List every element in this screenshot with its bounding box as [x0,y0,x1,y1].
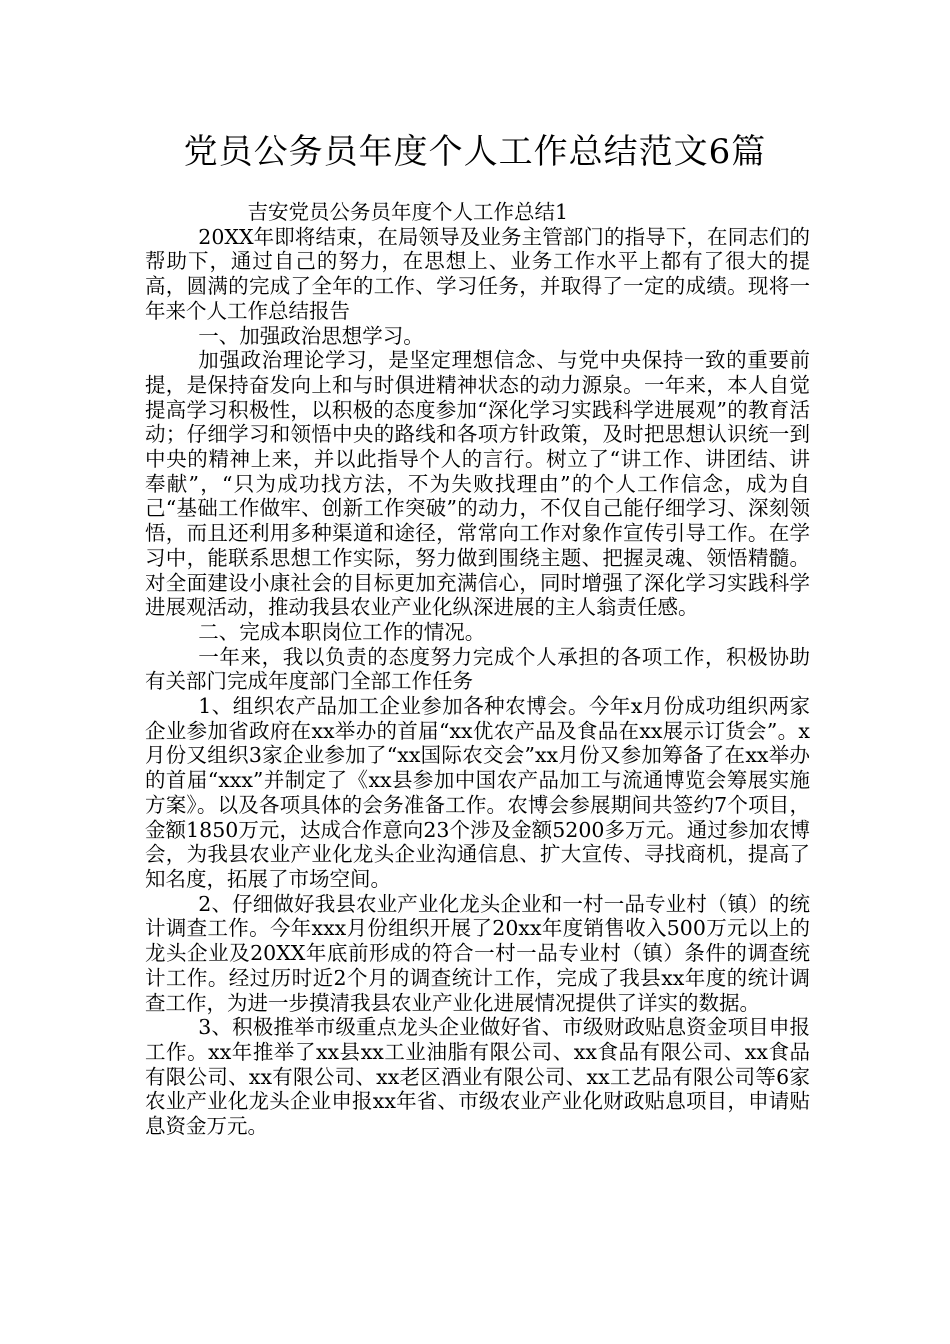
paragraph-item-2: 2、仔细做好我县农业产业化龙头企业和一村一品专业村（镇）的统计调查工作。今年xxx月份组织开展了20xx年度销售收入500万元以上的龙头企业及20XX年底前形成的符合一村一品专业村（镇）条件的调查统计工作。经过历时近2个月的调查统计工作，完成了我县xx年度的统计调查工作，为进一步摸清我县农业产业化进展情况提供了详实的数据。 [145,891,810,1015]
document-body [145,200,810,1139]
section-heading-1: 一、加强政治思想学习。 [198,323,424,348]
document-title: 党员公务员年度个人工作总结范文6篇 [183,132,767,172]
paragraph-work-overview: 一年来，我以负责的态度努力完成个人承担的各项工作，积极协助有关部门完成年度部门全部工作任务 [145,644,810,694]
paragraph-item-3: 3、积极推举市级重点龙头企业做好省、市级财政贴息资金项目申报工作。xx年推举了xx县xx工业油脂有限公司、xx食品有限公司、xx食品有限公司、xx有限公司、xx老区酒业有限公司、xx工艺品有限公司等6家农业产业化龙头企业申报xx年省、市级农业产业化财政贴息项目，申请贴息资金万元。 [145,1015,810,1139]
paragraph-political-study: 加强政治理论学习，是坚定理想信念、与党中央保持一致的重要前提，是保持奋发向上和与时俱进精神状态的动力源泉。一年来，本人自觉提高学习积极性，以积极的态度参加“深化学习实践科学进展观”的教育活动；仔细学习和领悟中央的路线和各项方针政策，及时把思想认识统一到中央的精神上来，并以此指导个人的言行。树立了“讲工作、讲团结、讲奉献”，“只为成功找方法，不为失败找理由”的个人工作信念，成为自己“基础工作做牢、创新工作突破”的动力，不仅自己能仔细学习、深刻领悟，而且还利用多种渠道和途径，常常向工作对象作宣传引导工作。在学习中，能联系思想工作实际，努力做到围绕主题、把握灵魂、领悟精髓。对全面建设小康社会的目标更加充满信心，同时增强了深化学习实践科学进展观活动，推动我县农业产业化纵深进展的主人翁责任感。 [145,348,810,620]
paragraph-intro: 20XX年即将结束，在局领导及业务主管部门的指导下，在同志们的帮助下，通过自己的努力，在思想上、业务工作水平上都有了很大的提高，圆满的完成了全年的工作、学习任务，并取得了一定的成绩。现将一年来个人工作总结报告 [145,224,810,323]
paragraph-item-1: 1、组织农产品加工企业参加各种农博会。今年x月份成功组织两家企业参加省政府在xx举办的首届“xx优农产品及食品在xx展示订货会”。x月份又组织3家企业参加了“xx国际农交会”xx月份又参加筹备了在xx举办的首届“xxx”并制定了《xx县参加中国农产品加工与流通博览会筹展实施方案》。以及各项具体的会务准备工作。农博会参展期间共签约7个项目，金额1850万元，达成合作意向23个涉及金额5200多万元。通过参加农博会，为我县农业产业化龙头企业沟通信息、扩大宣传、寻找商机，提高了知名度，拓展了市场空间。 [145,694,810,891]
section-heading-2: 二、完成本职岗位工作的情况。 [198,619,486,644]
section-subtitle: 吉安党员公务员年度个人工作总结1 [247,200,569,224]
